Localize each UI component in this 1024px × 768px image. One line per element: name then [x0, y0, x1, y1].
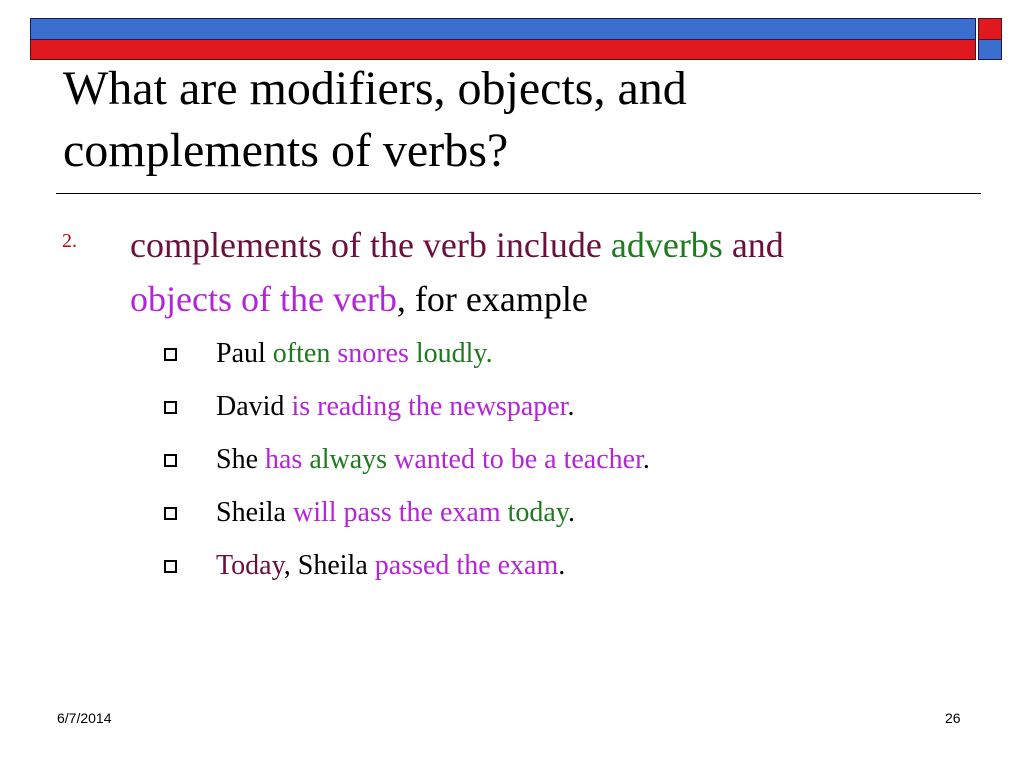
example-segment: always — [302, 444, 388, 475]
example-segment: David — [216, 391, 292, 422]
example-segment: will pass — [293, 497, 392, 528]
point-segment: complements of the verb include — [130, 225, 611, 265]
example-text — [216, 382, 574, 432]
header-bar-blue — [30, 18, 976, 40]
example-item — [164, 488, 964, 541]
point-number: 2. — [62, 230, 77, 252]
square-bullet-icon — [164, 507, 177, 520]
example-segment: . — [558, 550, 566, 581]
header-square-blue — [978, 40, 1002, 60]
example-text — [216, 488, 575, 538]
example-segment: loudly. — [408, 338, 493, 369]
square-bullet-icon — [164, 401, 177, 414]
example-segment: passed — [374, 550, 450, 581]
header-bar-red — [30, 40, 976, 60]
point-segment: , for example — [396, 279, 588, 319]
example-segment: wanted — [387, 444, 475, 475]
example-segment: to be a teacher — [474, 444, 643, 475]
example-text — [216, 435, 650, 485]
example-segment: today — [500, 497, 569, 528]
point-segment: objects of the verb — [130, 279, 397, 319]
example-segment: . — [567, 391, 575, 422]
point-segment: and — [722, 225, 784, 265]
example-segment: . — [642, 444, 650, 475]
example-item — [164, 541, 964, 594]
slide-title-line-2: complements of verbs? — [63, 124, 509, 177]
example-item — [164, 329, 964, 382]
title-divider — [56, 193, 981, 194]
square-bullet-icon — [164, 454, 177, 467]
example-list — [164, 329, 964, 594]
header-square-red — [978, 18, 1002, 40]
example-segment: Paul — [216, 338, 273, 369]
example-segment: snores — [330, 338, 409, 369]
point-text — [130, 218, 980, 326]
example-text — [216, 329, 493, 379]
example-item — [164, 435, 964, 488]
point-segment: adverbs — [610, 225, 723, 265]
example-segment: Today — [216, 550, 284, 581]
example-segment: is reading — [291, 391, 402, 422]
example-segment: Sheila — [216, 497, 293, 528]
example-segment: the newspaper — [401, 391, 568, 422]
footer-date: 6/7/2014 — [57, 710, 112, 726]
square-bullet-icon — [164, 560, 177, 573]
slide-title-line-1: What are modifiers, objects, and — [63, 62, 687, 115]
example-segment: the exam — [391, 497, 501, 528]
square-bullet-icon — [164, 348, 177, 361]
example-segment: has — [265, 444, 303, 475]
example-item — [164, 382, 964, 435]
footer-page-number: 26 — [945, 710, 961, 726]
slide-title — [63, 58, 963, 182]
example-segment: often — [272, 338, 331, 369]
example-segment: She — [216, 444, 265, 475]
example-segment: the exam — [449, 550, 559, 581]
example-text — [216, 541, 565, 591]
example-segment: . — [568, 497, 576, 528]
example-segment: , Sheila — [283, 550, 375, 581]
